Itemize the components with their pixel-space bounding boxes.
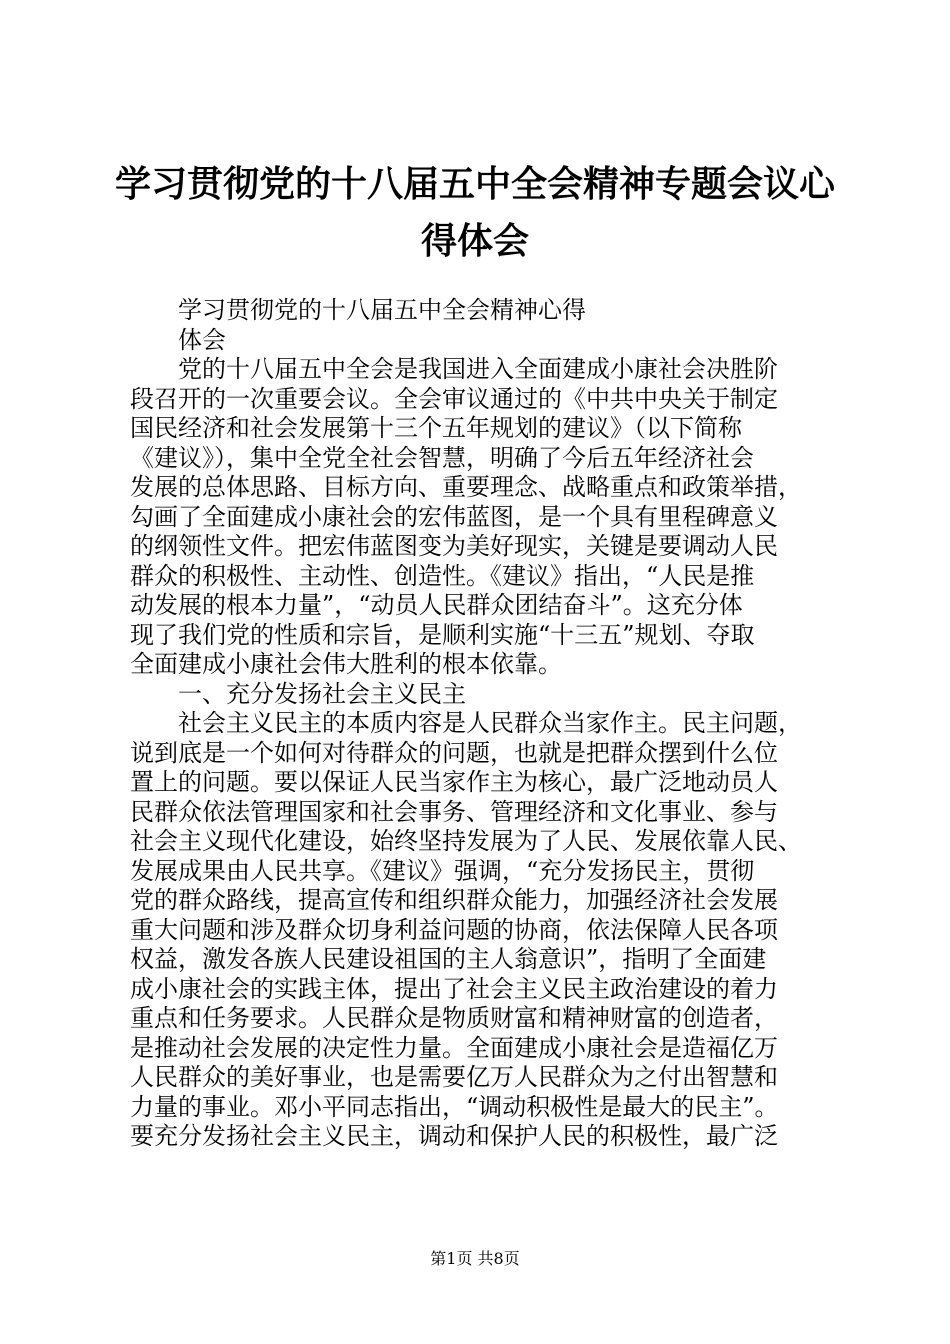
text-line: 党的群众路线，提高宣传和组织群众能力，加强经济社会发展 <box>130 886 778 914</box>
text-line: 说到底是一个如何对待群众的问题，也就是把群众摆到什么位 <box>130 738 778 767</box>
text-line: 民群众依法管理国家和社会事务、管理经济和文化事业、参与 <box>130 797 778 826</box>
page-footer: 第1页 共8页 <box>430 1249 520 1268</box>
text-line: 现了我们党的性质和宗旨，是顺利实施“十三五”规划、夺取 <box>130 620 755 649</box>
text-line: 力量的事业。邓小平同志指出，“调动积极性是最大的民主”。 <box>130 1092 779 1121</box>
text-line: 段召开的一次重要会议。全会审议通过的《中共中央关于制定 <box>130 384 778 413</box>
text-line: 发展的总体思路、目标方向、重要理念、战略重点和政策举措， <box>130 473 802 501</box>
text-line: 重大问题和涉及群众切身利益问题的协商，依法保障人民各项 <box>130 915 778 944</box>
document-body <box>130 296 830 1152</box>
page-title-continued: 得体会 <box>420 220 529 262</box>
text-line: 体会 <box>178 325 226 354</box>
text-line: 权益，激发各族人民建设祖国的主人翁意识”，指明了全面建 <box>130 945 767 973</box>
text-line: 置上的问题。要以保证人民当家作主为核心，最广泛地动员人 <box>130 768 778 796</box>
text-line: 《建议》），集中全党全社会智慧，明确了今后五年经济社会 <box>130 443 754 472</box>
text-line: 党的十八届五中全会是我国进入全面建成小康社会决胜阶 <box>178 355 778 383</box>
text-line: 学习贯彻党的十八届五中全会精神心得 <box>178 296 586 324</box>
text-line: 人民群众的美好事业，也是需要亿万人民群众为之付出智慧和 <box>130 1063 778 1091</box>
text-line: 的纲领性文件。把宏伟蓝图变为美好现实，关键是要调动人民 <box>130 532 778 560</box>
text-line: 群众的积极性、主动性、创造性。《建议》指出，“人民是推 <box>130 561 755 590</box>
text-line: 成小康社会的实践主体，提出了社会主义民主政治建设的着力 <box>130 974 778 1003</box>
text-line: 发展成果由人民共享。《建议》强调，“充分发扬民主，贯彻 <box>130 856 755 885</box>
text-line: 社会主义民主的本质内容是人民群众当家作主。民主问题， <box>178 709 802 737</box>
page-title: 学习贯彻党的十八届五中全会精神专题会议心 <box>114 163 835 205</box>
text-line: 是推动社会发展的决定性力量。全面建成小康社会是造福亿万 <box>130 1033 778 1062</box>
text-line: 社会主义现代化建设，始终坚持发展为了人民、发展依靠人民、 <box>130 827 802 855</box>
text-line: 勾画了全面建成小康社会的宏伟蓝图，是一个具有里程碑意义 <box>130 502 778 531</box>
text-line: 国民经济和社会发展第十三个五年规划的建议》（以下简称 <box>130 414 742 442</box>
text-line: 一、充分发扬社会主义民主 <box>178 679 466 708</box>
text-line: 要充分发扬社会主义民主，调动和保护人民的积极性，最广泛 <box>130 1122 778 1150</box>
text-line: 动发展的根本力量”，“动员人民群众团结奋斗”。这充分体 <box>130 591 743 619</box>
text-line: 全面建成小康社会伟大胜利的根本依靠。 <box>130 650 562 678</box>
text-line: 重点和任务要求。人民群众是物质财富和精神财富的创造者， <box>130 1004 778 1032</box>
